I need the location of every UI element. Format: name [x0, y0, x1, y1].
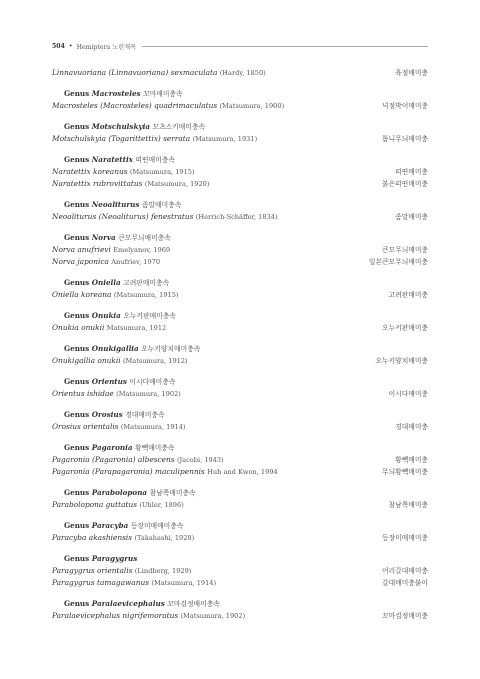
genus-name: Paragygrus — [91, 554, 138, 563]
species-scientific-name: Naratettix rubrovittatus — [52, 179, 143, 188]
species-author: Matsumura, 1912 — [106, 324, 167, 332]
genus-heading — [52, 442, 428, 454]
species-author: (Lindberg, 1929) — [134, 567, 192, 575]
species-scientific-name: Norva anufrievi — [52, 245, 111, 254]
genus-heading — [52, 88, 428, 100]
species-korean-name: 큰모무늬매미충 — [382, 246, 428, 254]
species-author: (Matsumura, 1931) — [192, 135, 258, 143]
species-name-block — [52, 466, 278, 478]
species-korean-name: 고려판매미충 — [388, 291, 428, 299]
species-scientific-name: Linnavuoriana (Linnavuoriana) sexmaculata — [52, 68, 218, 77]
species-korean-name: 오누키판매미충 — [382, 324, 428, 332]
species-scientific-name: Naratettix koreanus — [52, 167, 128, 176]
genus-name: Neoaliturus — [91, 200, 140, 209]
species-scientific-name: Parabolopona guttatus — [52, 500, 138, 509]
entry-gap — [52, 478, 428, 487]
genus-label: Genus — [64, 311, 90, 320]
species-korean-name: 황빽매미충 — [395, 456, 428, 464]
species-row — [52, 256, 428, 268]
genus-label: Genus — [64, 89, 90, 98]
genus-heading — [52, 487, 428, 499]
genus-heading — [52, 277, 428, 289]
species-name-block — [52, 67, 266, 79]
species-row — [52, 133, 428, 145]
species-author: (Uhler, 1896) — [139, 501, 184, 509]
species-name-block — [52, 211, 278, 223]
genus-name: Naratettix — [91, 155, 133, 164]
genus-korean-name: 좀말매미충속 — [141, 201, 182, 209]
species-row — [52, 211, 428, 223]
species-korean-name: 경대매미충 — [395, 423, 428, 431]
species-author: (Matsumura, 1920) — [144, 180, 210, 188]
species-row — [52, 178, 428, 190]
species-list — [52, 67, 428, 622]
species-korean-name: 띠띤매미충 — [395, 168, 428, 176]
species-name-block — [52, 421, 186, 433]
genus-label: Genus — [64, 122, 90, 131]
entry-gap — [52, 334, 428, 343]
entry-gap — [52, 367, 428, 376]
header-title: Hemiptera 노린재목 — [76, 43, 137, 51]
genus-korean-name: 큰모무늬매미충속 — [118, 234, 171, 242]
species-scientific-name: Paracyba akashiensis — [52, 533, 133, 542]
species-korean-name: 오누키양치매미충 — [375, 357, 428, 365]
genus-korean-name: 고려판매미충속 — [123, 279, 170, 287]
species-scientific-name: Pagaronia (Parapagaronia) maculipennis — [52, 467, 205, 476]
genus-korean-name: 경대매미충속 — [125, 411, 165, 419]
entry-gap — [52, 145, 428, 154]
species-scientific-name: Motschulskyia (Togarittettix) serrata — [52, 134, 191, 143]
species-korean-name: 좀말매미충 — [395, 213, 428, 221]
species-name-block — [52, 178, 209, 190]
species-name-block — [52, 610, 245, 622]
genus-label: Genus — [64, 410, 90, 419]
species-row — [52, 166, 428, 178]
species-name-block — [52, 499, 184, 511]
species-row — [52, 388, 428, 400]
entry-gap — [52, 589, 428, 598]
species-row — [52, 610, 428, 622]
species-name-block — [52, 289, 178, 301]
genus-label: Genus — [64, 377, 90, 386]
genus-label: Genus — [64, 488, 90, 497]
species-row — [52, 421, 428, 433]
entry-gap — [52, 112, 428, 121]
genus-korean-name: 오누키양치매미충속 — [141, 345, 201, 353]
genus-heading — [52, 598, 428, 610]
species-korean-name: 이시다매미충 — [388, 390, 428, 398]
genus-heading — [52, 232, 428, 244]
entry-gap — [52, 223, 428, 232]
species-scientific-name: Orosius orientalis — [52, 422, 119, 431]
species-korean-name: 넉점박이매미충 — [382, 102, 428, 110]
entry-gap — [52, 400, 428, 409]
header-rule — [142, 46, 428, 47]
genus-heading — [52, 376, 428, 388]
entry-gap — [52, 511, 428, 520]
species-author: (Herrich-Schäffer, 1834) — [195, 213, 278, 221]
species-name-block — [52, 355, 188, 367]
genus-korean-name: 모츠스키매미충속 — [152, 123, 206, 131]
genus-korean-name: 띠띤매미충속 — [135, 156, 175, 164]
species-author: (Matsumura, 1900) — [219, 102, 285, 110]
species-row — [52, 454, 428, 466]
entry-gap — [52, 190, 428, 199]
species-author: (Matsumura, 1915) — [113, 291, 179, 299]
entry-gap — [52, 79, 428, 88]
species-name-block — [52, 166, 195, 178]
genus-label: Genus — [64, 554, 90, 563]
species-row — [52, 67, 428, 79]
species-scientific-name: Paragygrus orientalis — [52, 566, 133, 575]
species-korean-name: 갈대매미충붙이 — [382, 579, 428, 587]
species-scientific-name: Neoaliturus (Neoaliturus) fenestratus — [52, 212, 194, 221]
genus-heading — [52, 199, 428, 211]
species-author: Huh and Kwon, 1994 — [207, 468, 278, 476]
genus-name: Onukia — [91, 311, 121, 320]
species-author: (Matsumura, 1915) — [129, 168, 195, 176]
species-name-block — [52, 565, 191, 577]
species-scientific-name: Paragygrus tamagawanus — [52, 578, 150, 587]
species-row — [52, 322, 428, 334]
species-korean-name: 무늬황빽매미충 — [382, 468, 428, 476]
entry-gap — [52, 433, 428, 442]
genus-label: Genus — [64, 200, 90, 209]
genus-name: Orosius — [91, 410, 123, 419]
species-name-block — [52, 256, 160, 268]
entry-gap — [52, 268, 428, 277]
species-name-block — [52, 244, 170, 256]
genus-label: Genus — [64, 155, 90, 164]
species-korean-name: 꼬마검정매미충 — [382, 612, 428, 620]
genus-heading — [52, 553, 428, 565]
entry-gap — [52, 301, 428, 310]
species-row — [52, 532, 428, 544]
species-korean-name: 참남쪽매미충 — [388, 501, 428, 509]
genus-heading — [52, 520, 428, 532]
genus-name: Norva — [91, 233, 116, 242]
species-row — [52, 289, 428, 301]
species-author: (Matsumura, 1914) — [120, 423, 186, 431]
genus-name: Pagaronia — [91, 443, 133, 452]
genus-korean-name: 황빽매미충속 — [135, 444, 175, 452]
species-name-block — [52, 532, 194, 544]
genus-korean-name: 참남쪽매미충속 — [149, 489, 196, 497]
entry-gap — [52, 544, 428, 553]
genus-korean-name: 오누키판매미충속 — [123, 312, 176, 320]
genus-name: Motschulskyia — [91, 122, 150, 131]
species-scientific-name: Onukia onukii — [52, 323, 105, 332]
genus-heading — [52, 154, 428, 166]
species-row — [52, 355, 428, 367]
species-korean-name: 붉은띠띤매미충 — [382, 180, 428, 188]
species-scientific-name: Norva japonica — [52, 257, 109, 266]
genus-heading — [52, 121, 428, 133]
genus-name: Onukigallia — [91, 344, 139, 353]
running-header — [52, 41, 428, 51]
species-name-block — [52, 133, 257, 145]
genus-heading — [52, 310, 428, 322]
species-row — [52, 499, 428, 511]
genus-korean-name: 꼬마검정매미충속 — [167, 600, 220, 608]
species-korean-name: 육점매미충 — [395, 69, 428, 77]
genus-heading — [52, 409, 428, 421]
species-scientific-name: Oniella koreana — [52, 290, 112, 299]
species-name-block — [52, 454, 224, 466]
species-name-block — [52, 322, 166, 334]
species-name-block — [52, 100, 284, 112]
genus-label: Genus — [64, 599, 90, 608]
species-author: (Takahashi, 1928) — [134, 534, 195, 542]
genus-korean-name: 이시다매미충속 — [129, 378, 176, 386]
species-korean-name: 일본큰모무늬매미충 — [368, 258, 428, 266]
genus-label: Genus — [64, 443, 90, 452]
genus-name: Macrosteles — [91, 89, 141, 98]
genus-name: Oniella — [91, 278, 121, 287]
genus-name: Orientus — [91, 377, 127, 386]
species-author: (Matsumura, 1914) — [151, 579, 217, 587]
species-author: Emelyanov, 1969 — [113, 246, 171, 254]
genus-heading — [52, 343, 428, 355]
genus-korean-name: 꼬마매미충속 — [143, 90, 183, 98]
genus-label: Genus — [64, 233, 90, 242]
species-author: (Matsumura, 1902) — [116, 390, 181, 398]
genus-name: Parabolopona — [91, 488, 148, 497]
page-number: 504 — [52, 42, 65, 50]
species-scientific-name: Orientus ishidae — [52, 389, 114, 398]
genus-name: Paracyba — [91, 521, 129, 530]
species-scientific-name: Pagaronia (Pagaronia) albescens — [52, 455, 175, 464]
species-row — [52, 466, 428, 478]
species-name-block — [52, 577, 216, 589]
species-row — [52, 565, 428, 577]
species-author: Anufriev, 1970 — [111, 258, 161, 266]
species-row — [52, 577, 428, 589]
species-author: (Matsumura, 1902) — [180, 612, 246, 620]
genus-label: Genus — [64, 344, 90, 353]
species-author: (Matsumura, 1912) — [122, 357, 188, 365]
genus-label: Genus — [64, 278, 90, 287]
species-row — [52, 100, 428, 112]
species-korean-name: 톱니무늬매미충 — [382, 135, 428, 143]
species-scientific-name: Macrosteles (Macrosteles) quadrimaculatus — [52, 101, 218, 110]
species-korean-name: 등장미매매미충 — [382, 534, 428, 542]
species-korean-name: 어리갈대매미충 — [382, 567, 428, 575]
species-scientific-name: Onukigallia onukii — [52, 356, 121, 365]
species-scientific-name: Paralaevicephalus nigrifemoratus — [52, 611, 179, 620]
genus-name: Paralaevicephalus — [91, 599, 165, 608]
species-row — [52, 244, 428, 256]
species-name-block — [52, 388, 181, 400]
header-bullet: • — [68, 42, 73, 50]
genus-label: Genus — [64, 521, 90, 530]
genus-korean-name: 등장미매매미충속 — [130, 522, 184, 530]
species-author: (Jacobi, 1943) — [176, 456, 224, 464]
species-author: (Hardy, 1850) — [219, 69, 266, 77]
